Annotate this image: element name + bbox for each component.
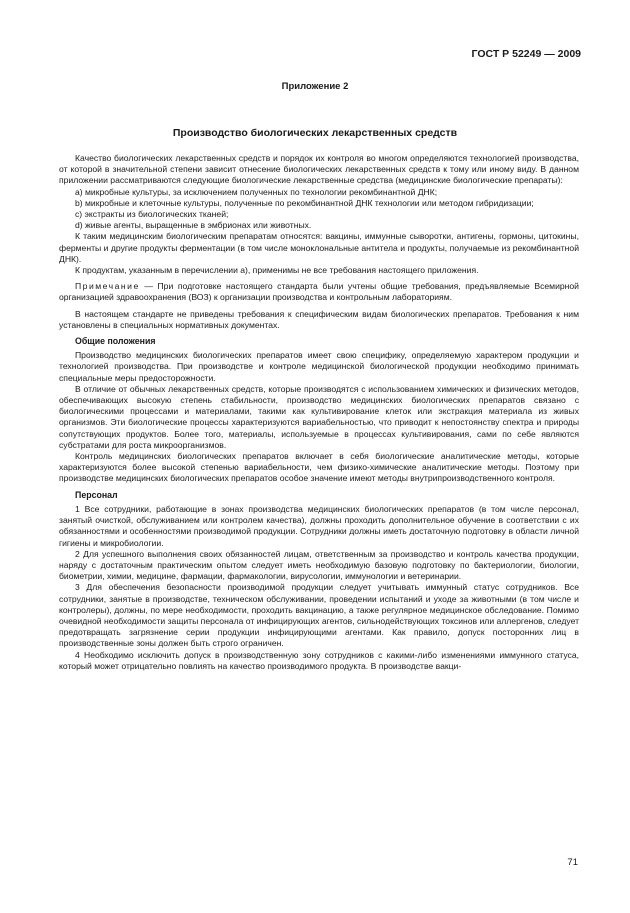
paragraph: К таким медицинским биологическим препаратам относятся: вакцины, иммунные сыворотки, антигены, гормоны, цитокины, ферменты и другие продукты ферментации (в том числе моноклональные антитела и продукты, получаемые из рекомбинантной ДНК).: [59, 231, 579, 264]
paragraph: В настоящем стандарте не приведены требования к специфическим видам биологических препаратов. Требования к ним установлены в специальных нормативных документах.: [59, 308, 579, 330]
note-label: Примечание: [75, 281, 140, 292]
body-text: [59, 153, 579, 672]
paragraph: 3 Для обеспечения безопасности производимой продукции следует учитывать иммунный статус сотрудников. Все сотрудники, занятые в производстве, техническом обслуживании, проведении испытаний и уходе за животными (в том числе и контролеры), должны, по мере необходимости, проходить вакцинацию, а также регулярное медицинское обследование. Помимо очевидной необходимости защиты персонала от инфицирующих агентов, сильнодействующих токсинов или аллергенов, следует предотвращать загрязнение серии продукции инфицирующими агентами. Как правило, допуск посторонних лиц в производственные зоны должен быть строго ограничен.: [59, 582, 580, 649]
standard-header: ГОСТ Р 52249 — 2009: [471, 48, 581, 60]
page-number: 71: [567, 857, 578, 868]
heading-general: Общие положения: [75, 336, 156, 347]
list-item: d) живые агенты, выращенные в эмбрионах или животных.: [75, 220, 312, 231]
note-text: — При подготовке настоящего стандарта были учтены общие требования, предъявляемые Всемирной организацией здравоохранения (ВОЗ) к организации производства и контрольным лабораториям.: [59, 281, 579, 303]
paragraph: Контроль медицинских биологических препаратов включает в себя биологические аналитические методы, которые характеризуются более высокой степенью вариабельности, чем физико-химические аналитические методы. Поэтому при производстве медицинских биологических препаратов особое значение имеют методы внутрипроизводственного контроля.: [59, 451, 579, 484]
section-title: Производство биологических лекарственных средств: [172, 127, 458, 139]
list-item: c) экстракты из биологических тканей;: [75, 209, 229, 220]
paragraph: Производство медицинских биологических препаратов имеет свою специфику, определяемую характером продукции и технологией производства. При производстве и контроле медицинской биологической продукции необходимо принимать специальные меры предосторожности.: [59, 350, 579, 383]
appendix-label: Приложение 2: [281, 81, 349, 92]
paragraph: 1 Все сотрудники, работающие в зонах производства медицинских биологических препаратов (в том числе персонал, занятый очисткой, обслуживанием или контролем качества), должны проходить дополнительное обучение в соответствии с их обязанностями и особенностями производимой продукции. Сотрудники должны иметь достаточную подготовку в области личной гигиены и микробиологии.: [59, 503, 579, 548]
paragraph: Качество биологических лекарственных средств и порядок их контроля во многом определяются технологией производства, от которой в значительной степени зависит отнесение биологических лекарственных средств к тому или иному виду. В данном приложении рассматриваются следующие биологические лекарственные средства (медицинские биологические препараты):: [59, 153, 579, 186]
paragraph: В отличие от обычных лекарственных средств, которые производятся с использованием химических и физических методов, обеспечивающих высокую степень стабильности, производство медицинских биологических препаратов связано с биологическими процессами и материалами, такими как культивирование клеток или экстракция материала из живых организмов. Эти биологические процессы характеризуются вариабельностью, что приводит к непостоянству спектра и природы сопутствующих продуктов. Более того, материалы, используемые в процессах культивирования, сами по себе являются субстратами для роста микроорганизмов.: [59, 383, 579, 450]
heading-personnel: Персонал: [75, 489, 118, 500]
note: [59, 281, 579, 303]
list-item: а) микробные культуры, за исключением полученных по технологии рекомбинантной ДНК;: [75, 186, 438, 197]
paragraph: 4 Необходимо исключить допуск в производственную зону сотрудников с какими-либо изменениями иммунного статуса, который может отрицательно повлиять на качество производимого продукта. В производстве вакци-: [59, 649, 579, 671]
list-item: b) микробные и клеточные культуры, полученные по рекомбинантной ДНК технологии или методом гибридизации;: [75, 197, 534, 208]
paragraph: К продуктам, указанным в перечислении а), применимы не все требования настоящего приложения.: [75, 265, 479, 276]
paragraph: 2 Для успешного выполнения своих обязанностей лицам, ответственным за производство и контроль качества продукции, наряду с достаточным практическим опытом следует иметь необходимую базовую подготовку по бактериологии, биологии, биометрии, химии, медицине, фармации, фармакологии, вирусологии, иммунологии и ветеринарии.: [59, 548, 579, 582]
